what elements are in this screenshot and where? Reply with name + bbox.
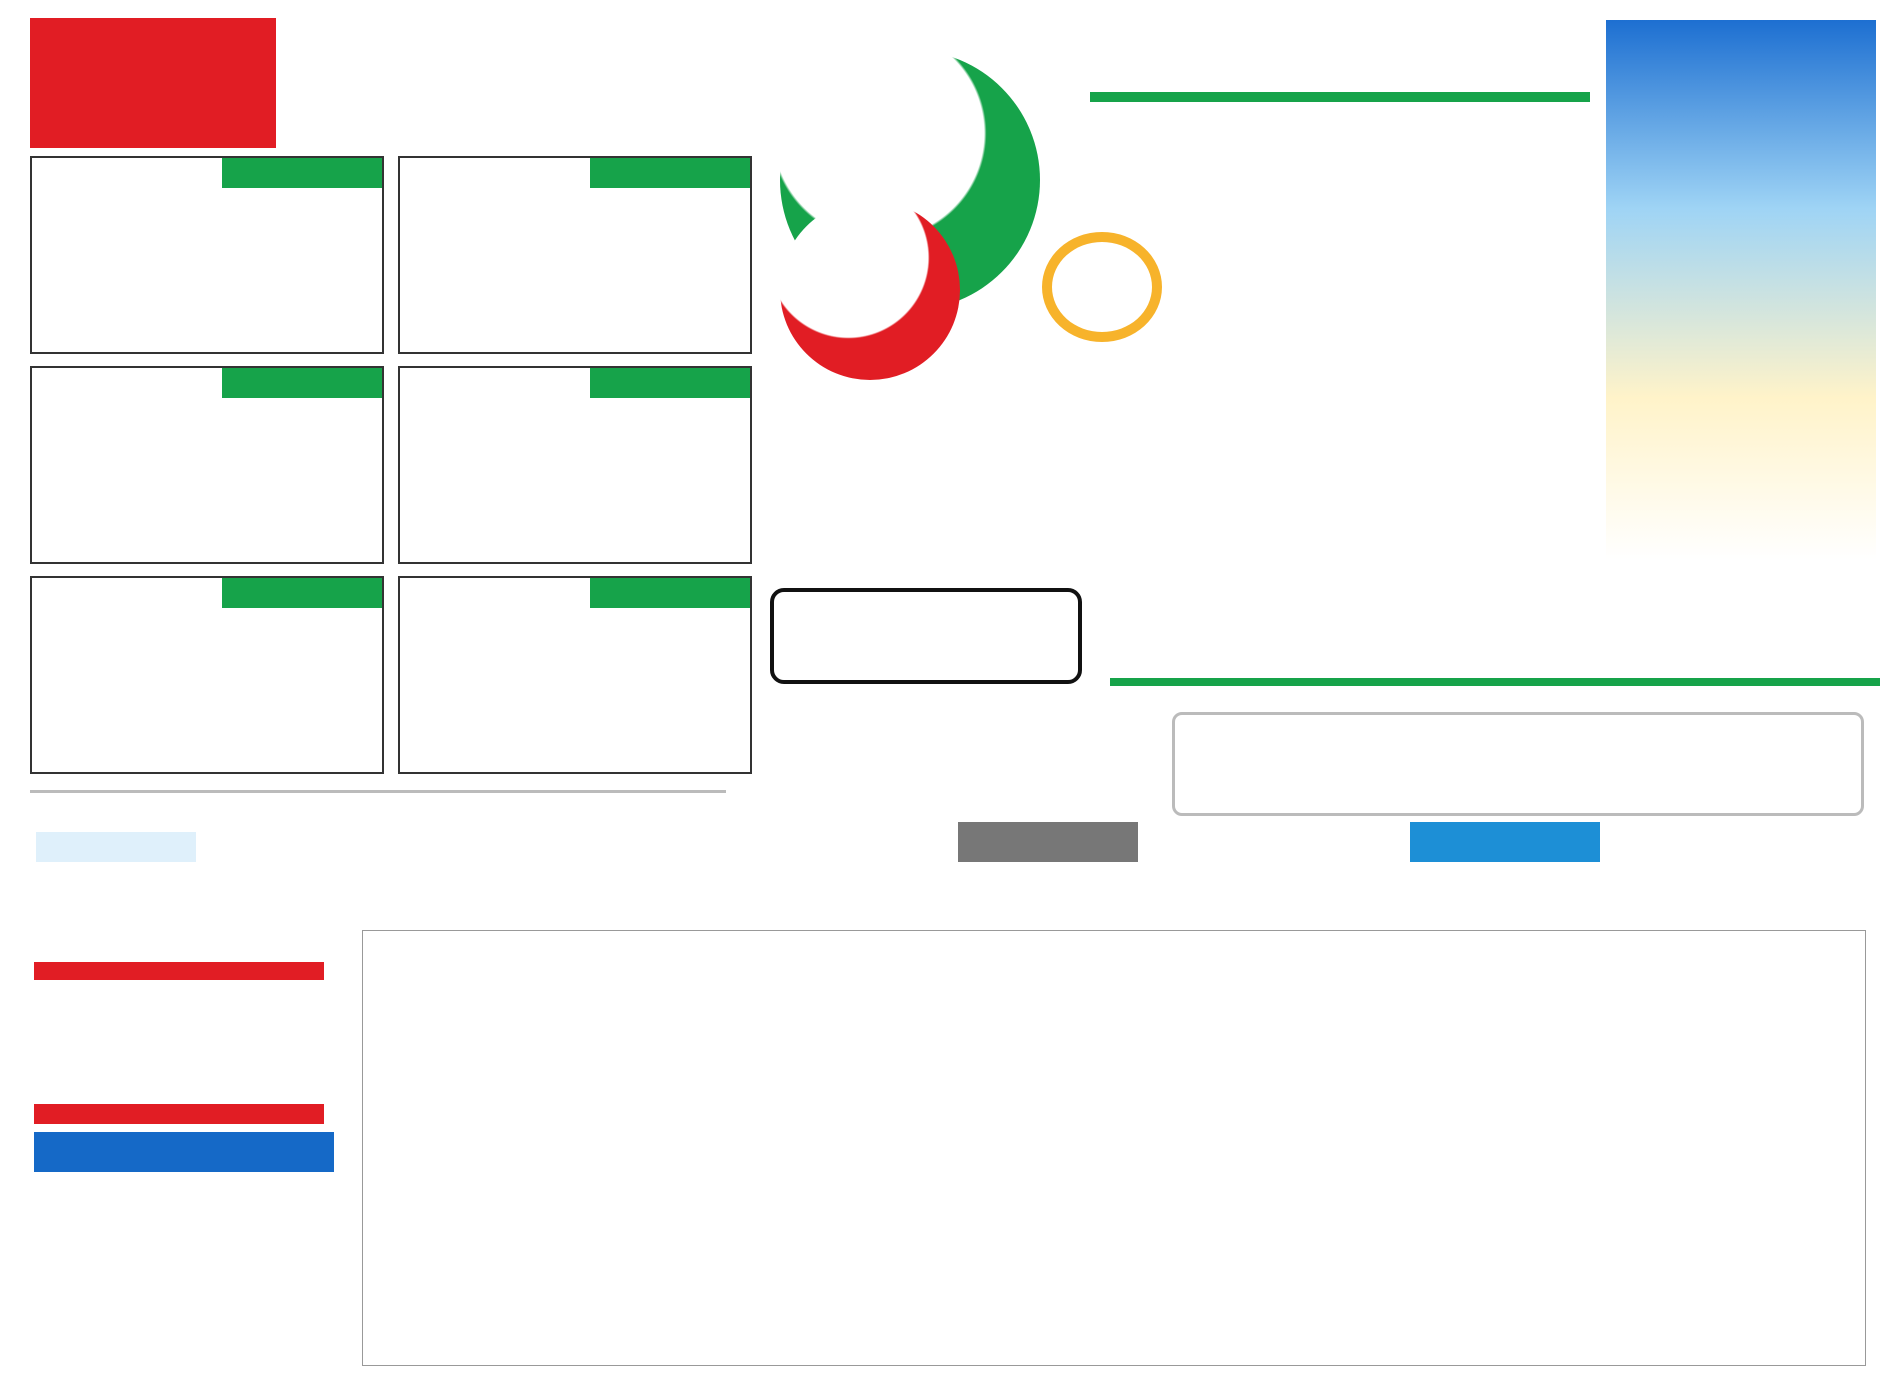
tip-box — [398, 156, 752, 354]
tip-box — [398, 366, 752, 564]
tip-box — [30, 366, 384, 564]
special-luck-subtitle — [1228, 764, 1308, 788]
top-banner — [360, 2, 1620, 56]
tip-box — [398, 576, 752, 774]
side-title — [1736, 140, 1856, 500]
special-luck-title — [1172, 726, 1312, 766]
picks-note — [770, 588, 1082, 684]
tip-number — [214, 604, 382, 764]
color-legend — [34, 1104, 324, 1124]
headline-ball-45 — [780, 200, 960, 380]
history-grid-svg — [363, 931, 1865, 1365]
jackpot-amount — [1100, 50, 1580, 90]
picks-strip — [1110, 582, 1880, 686]
draw-title — [34, 1132, 334, 1172]
rules-heading — [34, 962, 324, 980]
water-glyph — [790, 720, 940, 860]
tip-number — [582, 394, 750, 554]
lucky-title — [36, 792, 186, 832]
tip-number — [214, 394, 382, 554]
tip-number — [582, 184, 750, 344]
headline-title — [1090, 90, 1590, 218]
lucky-subtitle — [36, 832, 196, 862]
grid-provider — [580, 896, 740, 926]
lotto-title — [40, 900, 326, 958]
history-grid — [362, 930, 1866, 1366]
copyright-notice — [30, 18, 276, 148]
trend-analysis-badge — [1042, 232, 1162, 342]
tip-box — [30, 156, 384, 354]
main-three-label — [958, 822, 1138, 862]
tip-box — [30, 576, 384, 774]
sub-three-label — [1410, 822, 1600, 862]
tip-number — [214, 184, 382, 344]
tip-number — [582, 604, 750, 764]
